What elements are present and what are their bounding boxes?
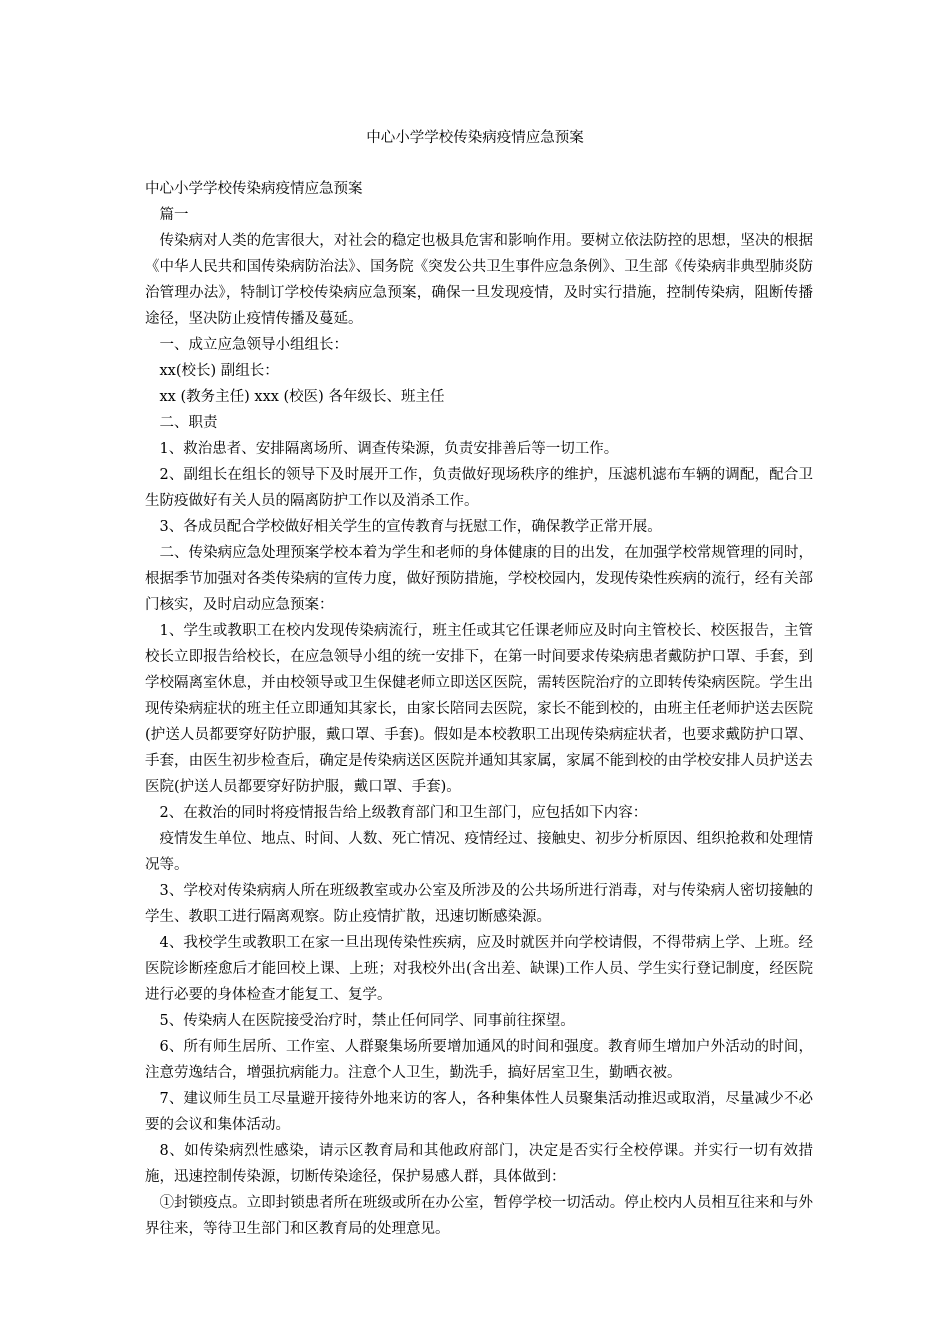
paragraph: 篇一: [159, 207, 189, 223]
paragraph: 7、建议师生员工尽量避开接待外地来访的客人，各种集体性人员聚集活动推迟或取消，尽量减少不必要的会议和集体活动。: [145, 1091, 813, 1133]
paragraph: 6、所有师生居所、工作室、人群聚集场所要增加通风的时间和强度。教育师生增加户外活动的时间，注意劳逸结合，增强抗病能力。注意个人卫生，勤洗手，搞好居室卫生，勤晒衣被。: [145, 1039, 813, 1081]
paragraph: 1、学生或教职工在校内发现传染病流行，班主任或其它任课老师应及时向主管校长、校医报告，主管校长立即报告给校长，在应急领导小组的统一安排下，在第一时间要求传染病患者戴防护口罩、手套，到学校隔离室休息，并由校领导或卫生保健老师立即送区医院，需转医院治疗的立即转传染病医院。学生出现传染病症状的班主任立即通知其家长，由家长陪同去医院，家长不能到校的，由班主任老师护送去医院(护送人员都要穿好防护服，戴口罩、手套)。假如是本校教职工出现传染病症状者，也要求戴防护口罩、手套，由医生初步检查后，确定是传染病送区医院并通知其家属，家属不能到校的由学校安排人员护送去医院(护送人员都要穿好防护服，戴口罩、手套)。: [145, 623, 813, 795]
paragraph: 3、各成员配合学校做好相关学生的宣传教育与抚慰工作，确保教学正常开展。: [159, 519, 662, 535]
paragraph: 二、传染病应急处理预案学校本着为学生和老师的身体健康的目的出发，在加强学校常规管理的同时，根据季节加强对各类传染病的宣传力度，做好预防措施，学校校园内，发现传染性疾病的流行，经有关部门核实，及时启动应急预案：: [145, 545, 813, 613]
paragraph: 二、职责: [159, 415, 218, 431]
paragraph: 传染病对人类的危害很大，对社会的稳定也极具危害和影响作用。要树立依法防控的思想，坚决的根据《中华人民共和国传染病防治法》、国务院《突发公共卫生事件应急条例》、卫生部《传染病非典型肺炎防治管理办法》，特制订学校传染病应急预案，确保一旦发现疫情，及时实行措施，控制传染病，阻断传播途径，坚决防止疫情传播及蔓延。: [145, 233, 813, 327]
paragraph: 1、救治患者、安排隔离场所、调查传染源，负责安排善后等一切工作。: [159, 441, 619, 457]
paragraph: 8、如传染病烈性感染，请示区教育局和其他政府部门，决定是否实行全校停课。并实行一切有效措施，迅速控制传染源，切断传染途径，保护易感人群，具体做到：: [145, 1143, 813, 1185]
paragraph: 2、副组长在组长的领导下及时展开工作，负责做好现场秩序的维护，压滤机滤布车辆的调配，配合卫生防疫做好有关人员的隔离防护工作以及消杀工作。: [145, 467, 813, 509]
paragraph: 2、在救治的同时将疫情报告给上级教育部门和卫生部门，应包括如下内容：: [159, 805, 648, 821]
paragraph: 中心小学学校传染病疫情应急预案: [145, 181, 363, 197]
paragraph: ①封锁疫点。立即封锁患者所在班级或所在办公室，暂停学校一切活动。停止校内人员相互往来和与外界往来，等待卫生部门和区教育局的处理意见。: [145, 1195, 813, 1237]
paragraph: xx (教务主任) xxx (校医) 各年级长、班主任: [159, 389, 445, 405]
document-body: [145, 176, 813, 1242]
paragraph: 5、传染病人在医院接受治疗时，禁止任何同学、同事前往探望。: [159, 1013, 575, 1029]
document-title: 中心小学学校传染病疫情应急预案: [366, 130, 584, 146]
paragraph: 4、我校学生或教职工在家一旦出现传染性疾病，应及时就医并向学校请假，不得带病上学、上班。经医院诊断痊愈后才能回校上课、上班；对我校外出(含出差、缺课)工作人员、学生实行登记制度，经医院进行必要的身体检查才能复工、复学。: [145, 935, 813, 1003]
paragraph: xx(校长) 副组长：: [159, 363, 279, 379]
paragraph: 3、学校对传染病病人所在班级教室或办公室及所涉及的公共场所进行消毒，对与传染病人密切接触的学生、教职工进行隔离观察。防止疫情扩散，迅速切断感染源。: [145, 883, 813, 925]
paragraph: 一、成立应急领导小组组长：: [159, 337, 348, 353]
paragraph: 疫情发生单位、地点、时间、人数、死亡情况、疫情经过、接触史、初步分析原因、组织抢救和处理情况等。: [145, 831, 813, 873]
